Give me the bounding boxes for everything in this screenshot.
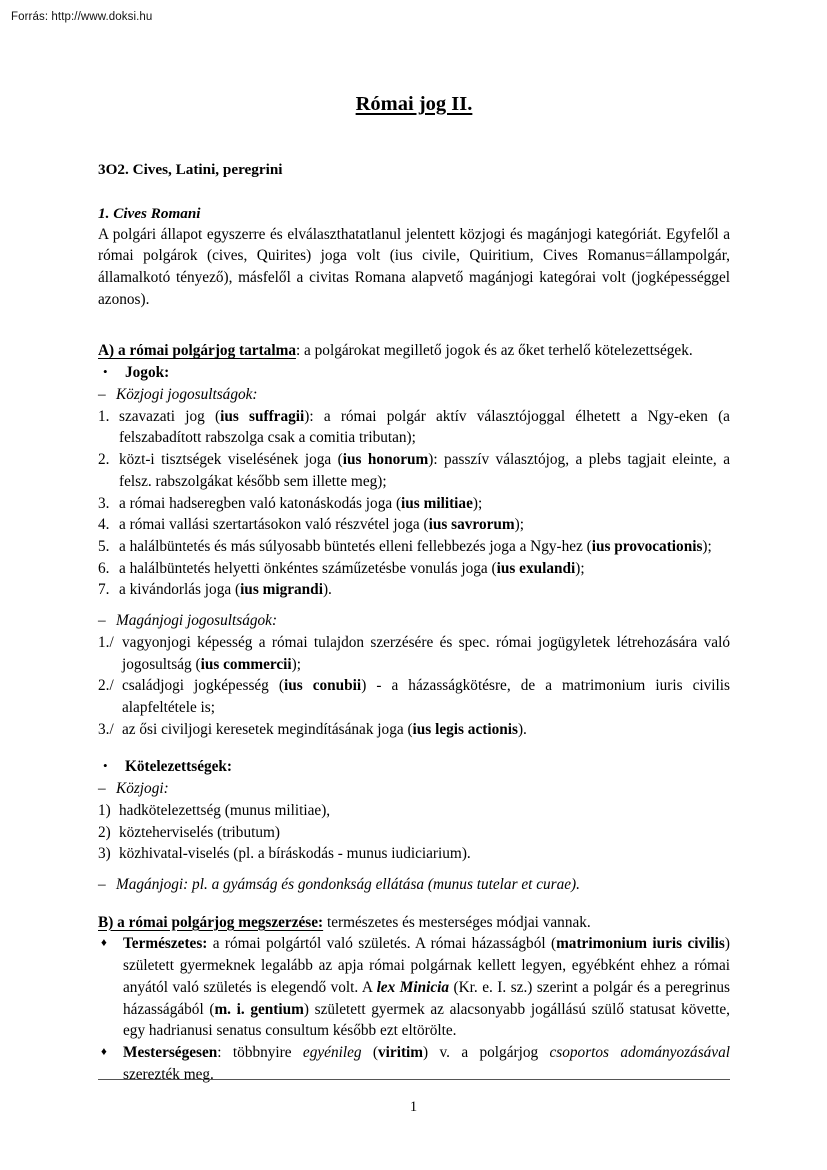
section-a-heading-label: A) a római polgárjog tartalma bbox=[98, 342, 296, 360]
list-item-post: ). bbox=[322, 581, 332, 599]
list-item-public-rights-sub bbox=[98, 384, 730, 406]
public-right-text bbox=[119, 449, 730, 492]
public-right-text bbox=[119, 514, 730, 536]
list-marker: 7. bbox=[98, 581, 110, 599]
list-item bbox=[98, 493, 730, 515]
list-marker: 1) bbox=[98, 801, 111, 819]
artificial-t1: : többnyire bbox=[217, 1044, 303, 1062]
spacer bbox=[98, 896, 730, 912]
natural-t7: ) született gyermek az alacsonyabb jogállású szülő statusat követte, egy hadrianusi senatus consultum később ezt eltörölte. bbox=[123, 1000, 730, 1040]
public-rights-list bbox=[98, 406, 730, 601]
private-rights-sub-label: Magánjogi jogosultságok: bbox=[116, 612, 278, 630]
public-duties-list bbox=[98, 800, 730, 865]
spacer bbox=[98, 740, 730, 756]
dash-marker-icon: – bbox=[98, 612, 106, 630]
dash-marker-icon: – bbox=[98, 385, 106, 403]
list-marker: 3./ bbox=[98, 720, 114, 738]
artificial-term-csoportos: csoportos adományozásával bbox=[549, 1044, 730, 1062]
latin-term: ius honorum bbox=[342, 451, 429, 469]
list-marker: 5. bbox=[98, 537, 110, 555]
document-content bbox=[98, 92, 730, 1085]
dash-marker-icon: – bbox=[98, 876, 106, 893]
list-item-post: ); bbox=[514, 516, 524, 534]
dash-marker-icon: – bbox=[98, 780, 106, 798]
bullet-diamond-icon: ♦ bbox=[101, 1046, 107, 1059]
list-item-pre: szavazati jog ( bbox=[119, 407, 221, 425]
duties-bullet-label: Kötelezettségek: bbox=[125, 758, 233, 776]
list-item bbox=[98, 558, 730, 580]
intro-paragraph: A polgári állapot egyszerre és elválaszthatatlanul jelentett közjogi és magánjogi kategóriát. Egyfelől a római polgárok (cives, Quirites) joga volt (ius civile, Quiritium, Cives Romanus=állampolgár, államalkotó tényező), másfelől a civitas Romana alapvető magánjogi kategórai volt (jogképességgel azonos). bbox=[98, 225, 730, 308]
natural-term-matrimonium: matrimonium iuris civilis bbox=[556, 935, 725, 953]
list-marker: 3) bbox=[98, 845, 111, 863]
spacer bbox=[98, 310, 730, 340]
page-title-text: Római jog II. bbox=[355, 93, 473, 115]
public-right-text bbox=[119, 558, 730, 580]
latin-term: ius conubii bbox=[283, 677, 362, 695]
artificial-term-egyenileg: egyénileg bbox=[302, 1044, 362, 1062]
private-right-text bbox=[122, 632, 730, 675]
list-item-natural-acquisition bbox=[98, 933, 730, 1042]
public-duty-text: hadkötelezettség (munus militiae), bbox=[119, 801, 331, 819]
list-item-private-rights-sub bbox=[98, 610, 730, 632]
natural-term-gentium: m. i. gentium bbox=[214, 1000, 304, 1018]
public-right-text bbox=[119, 406, 730, 449]
public-duty-text: közhivatal-viselés (pl. a bíráskodás - munus iudiciarium). bbox=[119, 845, 471, 863]
list-marker: 1./ bbox=[98, 633, 114, 651]
bullet-diamond-icon: ♦ bbox=[101, 937, 107, 950]
list-item bbox=[98, 632, 730, 675]
private-duties-sub-rest: : pl. a gyámság és gondonkság ellátása (munus tutelar et curae). bbox=[183, 876, 580, 893]
page-number: 1 bbox=[409, 1099, 418, 1115]
list-item-pre: a halálbüntetés és más súlyosabb büntetés elleni fellebbezés joga a Ngy-hez ( bbox=[119, 537, 592, 555]
page-title bbox=[98, 92, 730, 117]
spacer bbox=[98, 601, 730, 610]
artificial-label: Mesterségesen bbox=[123, 1044, 218, 1062]
section-heading: 3O2. Cives, Latini, peregrini bbox=[98, 160, 283, 178]
list-item-post: ): a római polgár aktív választójoggal élhetett a Ngy-eken (a felszabadított rabszolga csak a comitia tributan); bbox=[119, 407, 730, 447]
list-item bbox=[98, 536, 730, 558]
public-right-text bbox=[119, 536, 730, 558]
list-marker: 3. bbox=[98, 494, 110, 512]
natural-acquisition-text bbox=[123, 933, 730, 1042]
latin-term: ius provocationis bbox=[591, 537, 703, 555]
list-item-pre: a halálbüntetés helyetti önkéntes száműzetésbe vonulás joga ( bbox=[119, 559, 497, 577]
list-item-post: ); bbox=[472, 494, 483, 512]
natural-term-lex-minicia: lex Minicia bbox=[376, 978, 450, 996]
natural-t3: ) született gyermeknek legalább az apja római polgárnak kellett legyen, egyébként ehhez a római anyától való születés is elegendő volt. A bbox=[123, 935, 730, 996]
list-item-pre: a római hadseregben való katonáskodás joga ( bbox=[119, 494, 402, 512]
list-marker: 6. bbox=[98, 559, 110, 577]
latin-term: ius savrorum bbox=[428, 516, 515, 534]
natural-label: Természetes: bbox=[123, 935, 208, 953]
private-duties-sub-label: Magánjogi bbox=[116, 876, 184, 893]
artificial-t5: ) v. a polgárjog bbox=[423, 1044, 550, 1062]
list-item bbox=[98, 675, 730, 718]
private-right-text bbox=[122, 719, 730, 741]
list-marker: 2. bbox=[98, 451, 110, 469]
list-item-pre: vagyonjogi képesség a római tulajdon szerzésére és spec. római jogügyletek létrehozására való jogosultság ( bbox=[122, 633, 730, 673]
list-item-pre: a római vallási szertartásokon való részvétel joga ( bbox=[119, 516, 429, 534]
section-b-heading-rest: természetes és mesterséges módjai vannak. bbox=[323, 913, 591, 931]
latin-term: ius commercii bbox=[200, 655, 292, 673]
latin-term: ius legis actionis bbox=[412, 720, 518, 738]
section-a-heading bbox=[98, 340, 730, 362]
source-url-header: Forrás: http://www.doksi.hu bbox=[11, 11, 153, 23]
list-item bbox=[98, 800, 730, 822]
list-marker: 4. bbox=[98, 516, 110, 534]
bullet-disc-icon: • bbox=[103, 364, 108, 380]
natural-t5: (Kr. e. I. sz.) szerint a polgár és a peregrinus házasságából ( bbox=[123, 978, 730, 1018]
section-a-heading-rest: : a polgárokat megillető jogok és az őket terhelő kötelezettségek. bbox=[295, 342, 693, 360]
list-item bbox=[98, 514, 730, 536]
spacer bbox=[98, 865, 730, 874]
list-item-post: ); bbox=[702, 537, 712, 555]
latin-term: ius suffragii bbox=[220, 407, 305, 425]
public-right-text bbox=[119, 493, 730, 515]
list-item bbox=[98, 843, 730, 865]
private-duties-sub-text bbox=[116, 874, 730, 896]
section-b-heading bbox=[98, 912, 730, 934]
list-item-public-duties-sub bbox=[98, 778, 730, 800]
list-item bbox=[98, 719, 730, 741]
artificial-t3: ( bbox=[361, 1044, 378, 1062]
list-item bbox=[98, 579, 730, 601]
footer-separator bbox=[98, 1079, 730, 1080]
private-right-text bbox=[122, 675, 730, 718]
subsection-heading: 1. Cives Romani bbox=[98, 204, 201, 222]
list-marker: 2) bbox=[98, 823, 111, 841]
public-rights-sub-label: Közjogi jogosultságok: bbox=[116, 385, 258, 403]
bullet-disc-icon: • bbox=[103, 758, 108, 774]
list-item-duties-bullet bbox=[98, 756, 730, 778]
list-item bbox=[98, 406, 730, 449]
list-item-post: ): passzív választójog, a plebs tagjait eleinte, a felsz. rabszolgákat később sem illette meg); bbox=[119, 451, 730, 490]
latin-term: ius militiae bbox=[401, 494, 473, 512]
list-marker: 1. bbox=[98, 407, 110, 425]
rights-bullet-label: Jogok: bbox=[125, 364, 170, 382]
public-right-text bbox=[119, 579, 730, 601]
list-item-private-duties-sub bbox=[98, 874, 730, 896]
list-item-post: ). bbox=[517, 720, 527, 738]
list-item-pre: családjogi jogképesség ( bbox=[122, 677, 284, 695]
artificial-term-viritim: viritim bbox=[378, 1044, 424, 1062]
artificial-t7: szerezték meg. bbox=[123, 1065, 214, 1083]
list-item-pre: az ősi civiljogi keresetek megindításának joga ( bbox=[122, 720, 413, 738]
private-rights-list bbox=[98, 632, 730, 741]
latin-term: ius migrandi bbox=[240, 581, 323, 599]
public-duties-sub-label: Közjogi: bbox=[116, 780, 169, 798]
public-duty-text: közteherviselés (tributum) bbox=[119, 823, 280, 841]
list-item bbox=[98, 449, 730, 492]
natural-t1: a római polgártól való születés. A római házasságból ( bbox=[207, 935, 557, 953]
list-item-post: ) - a házasságkötésre, de a matrimonium iuris civilis alapfeltétele is; bbox=[122, 677, 730, 716]
list-item-rights-bullet bbox=[98, 362, 730, 384]
latin-term: ius exulandi bbox=[496, 559, 576, 577]
list-item-pre: a kivándorlás joga ( bbox=[119, 581, 241, 599]
list-item-pre: közt-i tisztségek viselésének joga ( bbox=[119, 451, 343, 469]
list-item-post: ); bbox=[291, 655, 302, 673]
section-b-heading-label: B) a római polgárjog megszerzése: bbox=[98, 913, 324, 931]
list-item bbox=[98, 822, 730, 844]
list-marker: 2./ bbox=[98, 677, 114, 695]
list-item-post: ); bbox=[575, 559, 585, 577]
